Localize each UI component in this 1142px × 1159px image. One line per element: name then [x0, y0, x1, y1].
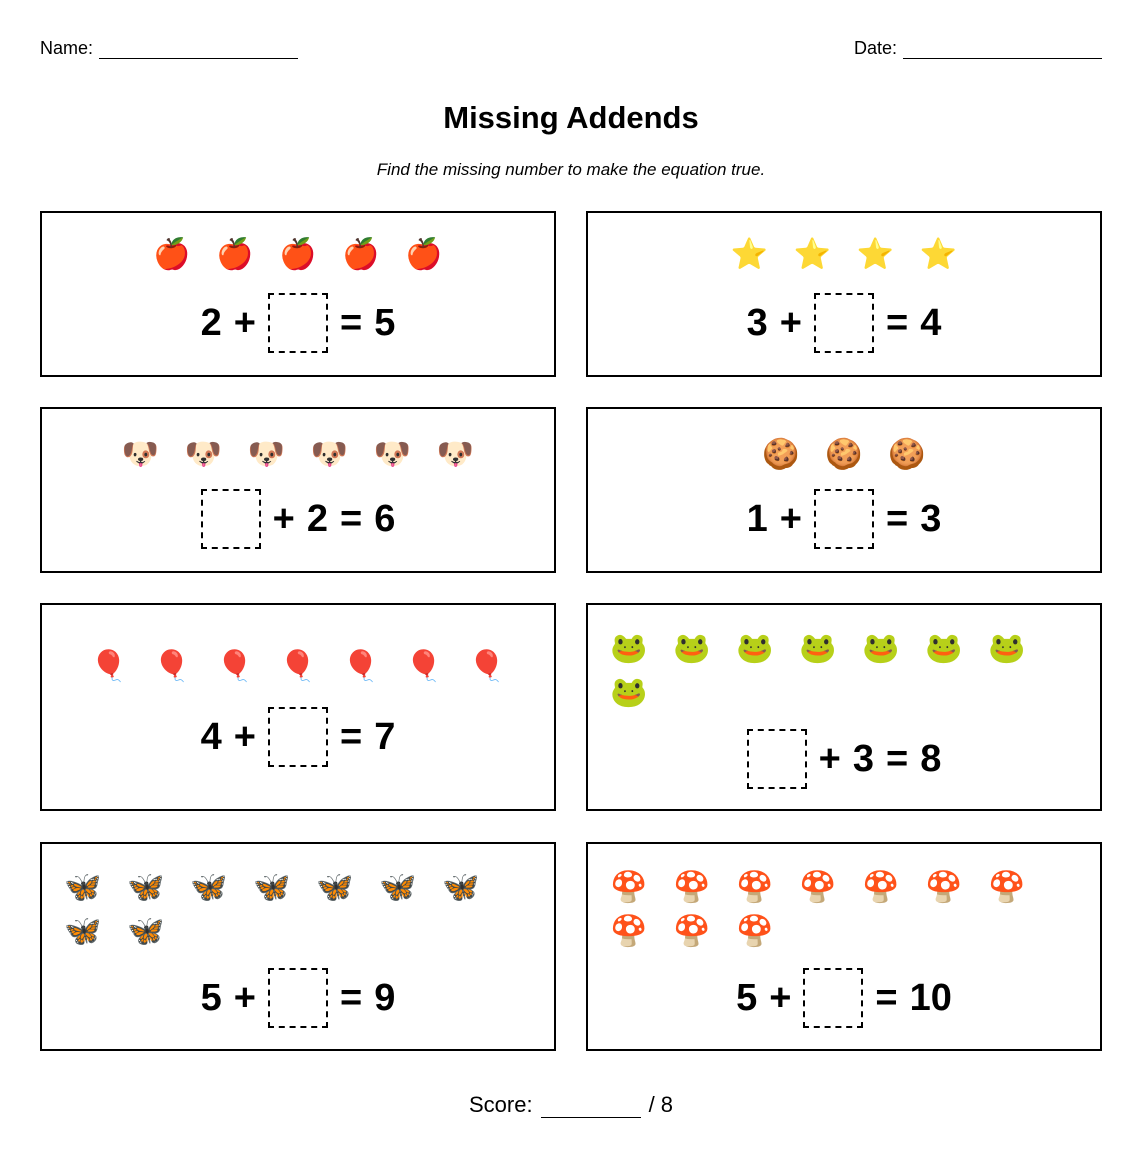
counting-icons	[588, 237, 1100, 271]
score-total: / 8	[648, 1092, 674, 1117]
frog-icon: 🐸	[862, 631, 900, 665]
equation	[42, 966, 554, 1030]
answer-box[interactable]	[814, 489, 874, 549]
dog-face-icon: 🐶	[121, 437, 160, 471]
problem-card	[586, 407, 1102, 573]
apple-icon: 🍎	[342, 237, 380, 271]
frog-icon: 🐸	[988, 631, 1026, 665]
answer-box[interactable]	[268, 968, 328, 1028]
equals-sign: =	[340, 497, 363, 540]
mushroom-icon: 🍄	[862, 870, 900, 904]
mushroom-icon: 🍄	[736, 870, 774, 904]
counting-icons	[42, 649, 554, 683]
balloon-icon: 🎈	[90, 649, 128, 683]
equation	[42, 487, 554, 551]
plus-sign: +	[233, 301, 256, 344]
butterfly-icon: 🦋	[64, 870, 102, 904]
number: 1	[746, 497, 768, 540]
apple-icon: 🍎	[216, 237, 254, 271]
answer-box[interactable]	[814, 293, 874, 353]
butterfly-icon: 🦋	[253, 870, 291, 904]
apple-icon: 🍎	[405, 237, 443, 271]
counting-icons	[42, 437, 554, 471]
number: 2	[306, 497, 328, 540]
mushroom-icon: 🍄	[610, 870, 648, 904]
frog-icon: 🐸	[925, 631, 963, 665]
dog-face-icon: 🐶	[436, 437, 475, 471]
cookie-icon: 🍪	[888, 437, 926, 471]
plus-sign: +	[769, 976, 792, 1019]
number: 9	[374, 976, 396, 1019]
star-icon: ⭐	[730, 237, 769, 271]
number: 8	[920, 737, 942, 780]
problem-card	[586, 211, 1102, 377]
mushroom-icon: 🍄	[925, 870, 963, 904]
score-footer	[0, 1092, 1142, 1118]
equals-sign: =	[340, 301, 363, 344]
butterfly-icon: 🦋	[442, 870, 480, 904]
frog-icon: 🐸	[610, 675, 648, 709]
date-blank-line[interactable]	[903, 40, 1102, 59]
problem-card	[40, 407, 556, 573]
equals-sign: =	[875, 976, 898, 1019]
answer-box[interactable]	[268, 293, 328, 353]
plus-sign: +	[272, 497, 295, 540]
frog-icon: 🐸	[673, 631, 711, 665]
balloon-icon: 🎈	[153, 649, 191, 683]
cookie-icon: 🍪	[825, 437, 863, 471]
number: 7	[374, 715, 396, 758]
mushroom-icon: 🍄	[673, 870, 711, 904]
number: 4	[920, 301, 942, 344]
counting-icons	[42, 237, 554, 271]
problem-card	[40, 842, 556, 1051]
frog-icon: 🐸	[610, 631, 648, 665]
answer-box[interactable]	[268, 707, 328, 767]
equals-sign: =	[886, 497, 909, 540]
plus-sign: +	[233, 976, 256, 1019]
equation	[42, 705, 554, 769]
equation	[588, 487, 1100, 551]
problem-card	[586, 603, 1102, 811]
problem-card	[586, 842, 1102, 1051]
equation	[588, 291, 1100, 355]
answer-box[interactable]	[747, 729, 807, 789]
number: 3	[920, 497, 942, 540]
score-label: Score:	[468, 1092, 533, 1117]
plus-sign: +	[233, 715, 256, 758]
date-label: Date:	[853, 38, 897, 58]
mushroom-icon: 🍄	[610, 914, 648, 948]
number: 5	[374, 301, 396, 344]
mushroom-icon: 🍄	[673, 914, 711, 948]
apple-icon: 🍎	[153, 237, 191, 271]
mushroom-icon: 🍄	[736, 914, 774, 948]
name-field	[40, 38, 298, 59]
balloon-icon: 🎈	[405, 649, 443, 683]
number: 4	[200, 715, 222, 758]
name-label: Name:	[40, 38, 94, 58]
star-icon: ⭐	[919, 237, 958, 271]
equals-sign: =	[886, 737, 909, 780]
equals-sign: =	[340, 715, 363, 758]
problem-card	[40, 211, 556, 377]
number: 3	[852, 737, 874, 780]
plus-sign: +	[818, 737, 841, 780]
mushroom-icon: 🍄	[799, 870, 837, 904]
header-row	[40, 38, 1102, 62]
equation	[588, 727, 1100, 791]
butterfly-icon: 🦋	[190, 870, 228, 904]
mushroom-icon: 🍄	[988, 870, 1026, 904]
apple-icon: 🍎	[279, 237, 317, 271]
balloon-icon: 🎈	[468, 649, 506, 683]
answer-box[interactable]	[803, 968, 863, 1028]
counting-icons	[66, 870, 530, 958]
date-field	[854, 38, 1102, 59]
counting-icons	[588, 437, 1100, 471]
counting-icons	[612, 870, 1076, 958]
butterfly-icon: 🦋	[379, 870, 417, 904]
dog-face-icon: 🐶	[373, 437, 412, 471]
star-icon: ⭐	[856, 237, 895, 271]
star-icon: ⭐	[793, 237, 832, 271]
counting-icons	[612, 631, 1076, 719]
number: 2	[200, 301, 222, 344]
balloon-icon: 🎈	[279, 649, 317, 683]
plus-sign: +	[779, 301, 802, 344]
plus-sign: +	[779, 497, 802, 540]
equation	[588, 966, 1100, 1030]
name-blank-line[interactable]	[99, 40, 298, 59]
score-blank-line[interactable]	[541, 1097, 641, 1118]
number: 10	[909, 976, 952, 1019]
balloon-icon: 🎈	[342, 649, 380, 683]
dog-face-icon: 🐶	[184, 437, 223, 471]
number: 6	[374, 497, 396, 540]
butterfly-icon: 🦋	[64, 914, 102, 948]
number: 3	[746, 301, 768, 344]
balloon-icon: 🎈	[216, 649, 254, 683]
equals-sign: =	[886, 301, 909, 344]
number: 5	[200, 976, 222, 1019]
equals-sign: =	[340, 976, 363, 1019]
equation	[42, 291, 554, 355]
answer-box[interactable]	[201, 489, 261, 549]
problem-card	[40, 603, 556, 811]
butterfly-icon: 🦋	[127, 914, 165, 948]
butterfly-icon: 🦋	[127, 870, 165, 904]
frog-icon: 🐸	[736, 631, 774, 665]
instructions: Find the missing number to make the equation true.	[376, 160, 766, 179]
cookie-icon: 🍪	[762, 437, 800, 471]
frog-icon: 🐸	[799, 631, 837, 665]
page-title: Missing Addends	[443, 100, 699, 135]
dog-face-icon: 🐶	[247, 437, 286, 471]
dog-face-icon: 🐶	[310, 437, 349, 471]
butterfly-icon: 🦋	[316, 870, 354, 904]
number: 5	[736, 976, 758, 1019]
